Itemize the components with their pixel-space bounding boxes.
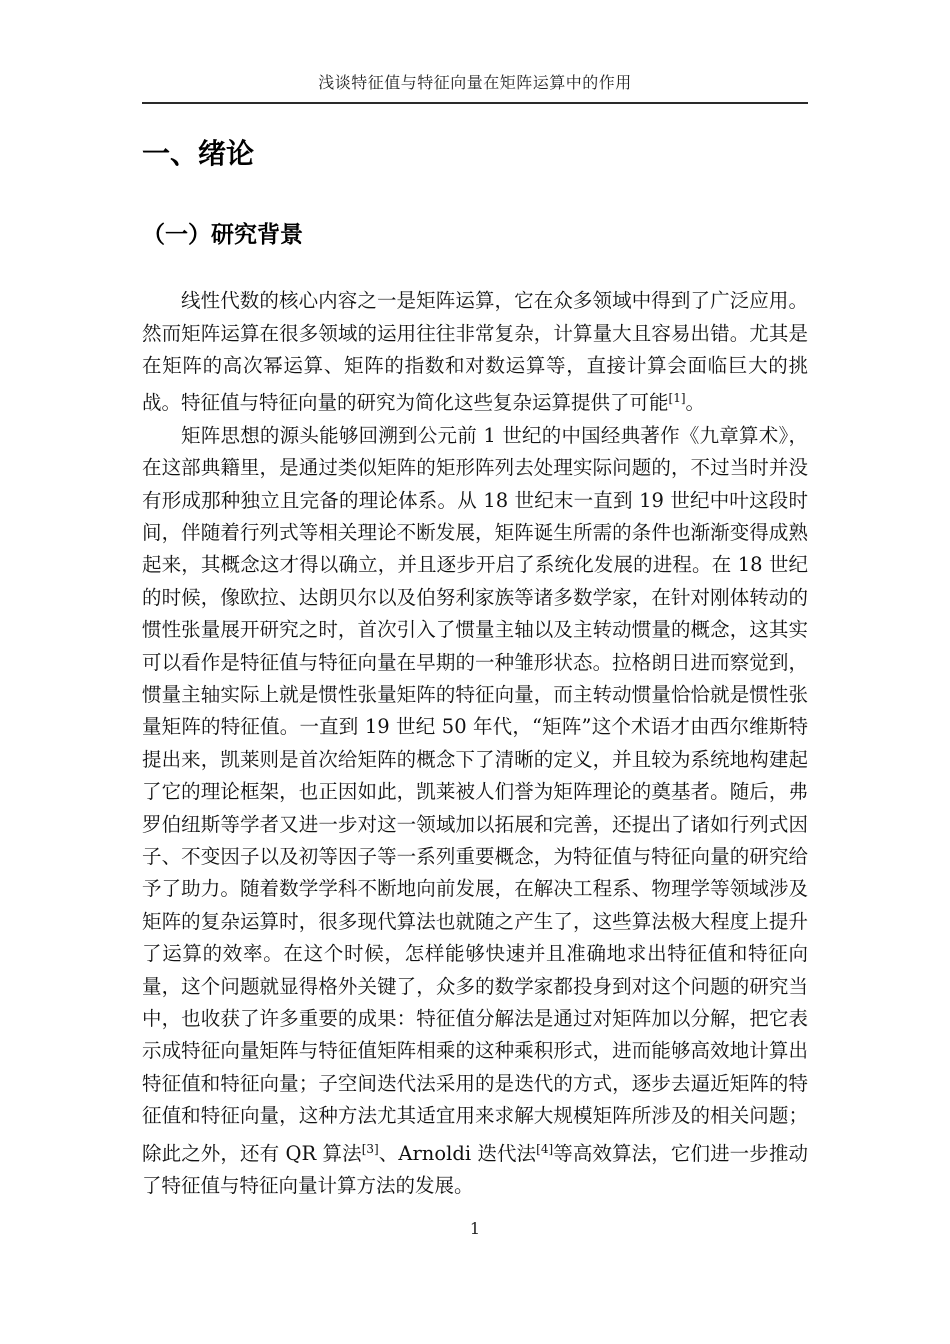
paragraph-text: 。 [685,391,706,415]
citation-ref: [1] [668,391,686,406]
subsection-heading: （一）研究背景 [142,221,303,248]
body-paragraph [142,285,808,420]
body-paragraphs [142,285,808,1202]
paragraph-text: 等高效算法，它们进一步推动了特征值与特征向量计算方法的发展。 [142,1141,808,1198]
section-heading: 一、绪论 [142,137,255,170]
citation-ref: [4] [536,1141,554,1156]
paragraph-text: 、Arnoldi 迭代法 [378,1141,537,1165]
running-header: 浅谈特征值与特征向量在矩阵运算中的作用 [142,0,808,104]
paragraph-text: 线性代数的核心内容之一是矩阵运算，它在众多领域中得到了广泛应用。然而矩阵运算在很多领域的运用往往非常复杂，计算量大且容易出错。尤其是在矩阵的高次幂运算、矩阵的指数和对数运算等，直接计算会面临巨大的挑战。特征值与特征向量的研究为简化这些复杂运算提供了可能 [142,289,808,415]
citation-ref: [3] [361,1141,379,1156]
paragraph-text: 矩阵思想的源头能够回溯到公元前 1 世纪的中国经典著作《九章算术》，在这部典籍里，是通过类似矩阵的矩形阵列去处理实际问题的，不过当时并没有形成那种独立且完备的理论体系。从 18 世纪末一直到 19 世纪中叶这段时间，伴随着行列式等相关理论不断发展，矩阵诞生所需的条件也渐渐变得成熟起来，其概念这才得以确立，并且逐步开启了系统化发展的进程。在 18 世纪的时候，像欧拉、达朗贝尔以及伯努利家族等诸多数学家，在针对刚体转动的惯性张量展开研究之时，首次引入了惯量主轴以及主转动惯量的概念，这其实可以看作是特征值与特征向量在早期的一种雏形状态。拉格朗日进而察觉到，惯量主轴实际上就是惯性张量矩阵的特征向量，而主转动惯量恰恰就是惯性张量矩阵的特征值。一直到 19 世纪 50 年代，“矩阵”这个术语才由西尔维斯特提出来，凯莱则是首次给矩阵的概念下了清晰的定义，并且较为系统地构建起了它的理论框架，也正因如此，凯莱被人们誉为矩阵理论的奠基者。随后，弗罗伯纽斯等学者又进一步对这一领域加以拓展和完善，还提出了诸如行列式因子、不变因子以及初等因子等一系列重要概念，为特征值与特征向量的研究给予了助力。随着数学学科不断地向前发展，在解决工程系、物理学等领域涉及矩阵的复杂运算时，很多现代算法也就随之产生了，这些算法极大程度上提升了运算的效率。在这个时候，怎样能够快速并且准确地求出特征值和特征向量，这个问题就显得格外关键了，众多的数学家都投身到对这个问题的研究当中，也收获了许多重要的成果：特征值分解法是通过对矩阵加以分解，把它表示成特征向量矩阵与特征值矩阵相乘的这种乘积形式，进而能够高效地计算出特征值和特征向量；子空间迭代法采用的是迭代的方式，逐步去逼近矩阵的特征值和特征向量，这种方法尤其适宜用来求解大规模矩阵所涉及的相关问题；除此之外，还有 QR 算法 [142,423,808,1165]
page-number: 1 [469,1219,481,1238]
body-paragraph [142,420,808,1203]
